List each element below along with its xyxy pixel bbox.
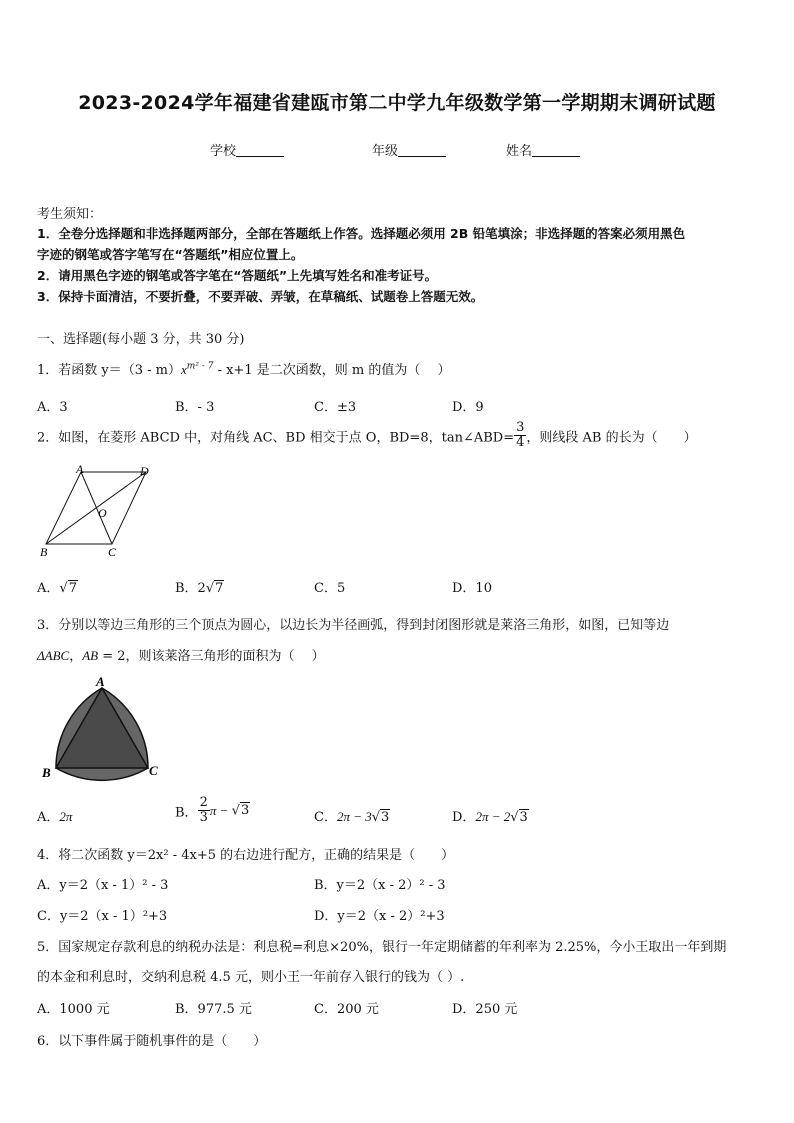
q1-option-d[interactable]: D．9	[452, 400, 484, 415]
label-o: O	[98, 506, 107, 520]
q3-opt-c-radicand: 3	[381, 810, 390, 825]
grade-blank[interactable]	[398, 144, 446, 157]
grade-label: 年级	[372, 144, 399, 159]
q3-opt-b-label: B．	[175, 805, 198, 821]
q3-opt-d-radicand: 3	[519, 810, 528, 825]
question-5-line-2: 的本金和利息时，交纳利息税 4.5 元，则小王一年前存入银行的钱为（ ）.	[37, 970, 465, 985]
q3-option-c[interactable]	[314, 806, 390, 825]
question-4-stem: 4．将二次函数 y＝2x² - 4x+5 的右边进行配方，正确的结果是（ ）	[37, 848, 455, 863]
q5-option-c[interactable]: C．200 元	[314, 1002, 379, 1017]
notice-heading: 考生须知：	[37, 207, 103, 222]
label-c: C	[108, 545, 117, 559]
q5-option-a[interactable]: A．1000 元	[37, 1002, 110, 1017]
q2-option-d[interactable]: D．10	[452, 581, 492, 596]
question-6-stem: 6．以下事件属于随机事件的是（ ）	[37, 1034, 267, 1049]
q3-triangle: ΔABC	[37, 648, 70, 663]
sqrt-sign: √	[231, 803, 240, 819]
q2-opt-b-radicand: 7	[215, 581, 224, 596]
question-3-line-2	[37, 645, 325, 664]
q3-option-b[interactable]	[175, 796, 250, 826]
rhombus-figure	[36, 462, 166, 562]
q3-opt-b-tail: π −	[209, 802, 232, 818]
question-3-line-1: 3．分别以等边三角形的三个顶点为圆心，以边长为半径画弧，得到封闭图形就是莱洛三角形，如图，已知等边	[37, 618, 670, 633]
q3-opt-b-den: 3	[199, 810, 208, 826]
notice-item-3: 3．保持卡面清洁，不要折叠，不要弄破、弄皱，在草稿纸、试题卷上答题无效。	[37, 289, 484, 304]
sqrt-sign: √	[59, 581, 68, 596]
q5-option-b[interactable]: B．977.5 元	[175, 1002, 252, 1017]
school-field[interactable]	[210, 140, 284, 159]
school-blank[interactable]	[236, 144, 284, 157]
q1-exponent: m² - 7	[186, 361, 214, 372]
q1-option-b[interactable]: B．- 3	[175, 400, 215, 415]
grade-field[interactable]	[372, 140, 446, 159]
label-a: A	[76, 462, 84, 476]
label-a: A	[96, 674, 105, 689]
q1-suffix: - x+1 是二次函数，则 m 的值为（ ）	[213, 363, 451, 378]
q3-opt-d-label: D．	[452, 810, 476, 825]
reuleaux-figure	[40, 674, 170, 784]
q3-ab: AB	[82, 648, 99, 663]
question-5-line-1: 5．国家规定存款利息的纳税办法是：利息税=利息×20%，银行一年定期储蓄的年利率为 2.25%，今小王取出一年到期	[37, 940, 727, 955]
q3-opt-c-label: C．	[314, 810, 337, 825]
label-b: B	[42, 765, 51, 780]
q3-opt-c-value: 2π − 3	[336, 809, 372, 824]
sqrt-sign: √	[510, 810, 519, 825]
q3-opt-d-value: 2π − 2	[475, 809, 511, 824]
q2-opt-a-label: A．	[37, 581, 60, 596]
diagonal-bd	[46, 472, 146, 544]
notice-item-1-line-2: 字迹的钢笔或答字笔写在“答题纸”相应位置上。	[37, 247, 304, 262]
name-blank[interactable]	[532, 144, 580, 157]
notice-item-1-line-1: 1．全卷分选择题和非选择题两部分，全部在答题纸上作答。选择题必须用 2B 铅笔填涂；非选择题的答案必须用黑色	[37, 226, 686, 241]
q3-option-d[interactable]	[452, 806, 529, 825]
q4-option-d[interactable]: D．y＝2（x - 2）²+3	[314, 909, 445, 924]
q4-option-a[interactable]: A．y＝2（x - 1）² - 3	[37, 878, 169, 893]
q3-option-a[interactable]	[37, 806, 72, 825]
label-d: D	[140, 464, 149, 478]
q2-fraction	[514, 421, 526, 451]
school-label: 学校	[210, 144, 237, 159]
q1-option-a[interactable]: A．3	[37, 400, 68, 415]
q2-opt-a-radicand: 7	[68, 581, 77, 596]
section-heading: 一、选择题(每小题 3 分，共 30 分)	[37, 332, 245, 347]
notice-item-2: 2．请用黑色字迹的钢笔或答字笔在“答题纸”上先填写姓名和准考证号。	[37, 268, 438, 283]
name-field[interactable]	[506, 140, 580, 159]
exam-title: 2023-2024学年福建省建瓯市第二中学九年级数学第一学期期末调研试题	[78, 92, 716, 114]
q2-option-c[interactable]: C．5	[314, 581, 346, 596]
name-label: 姓名	[506, 144, 533, 159]
q2-option-a[interactable]	[37, 577, 78, 596]
q3-opt-a-label: A．	[37, 810, 60, 825]
sqrt-sign: √	[205, 581, 215, 596]
question-1-stem	[37, 359, 450, 378]
q5-option-d[interactable]: D．250 元	[452, 1002, 518, 1017]
q3-sep: ，	[69, 649, 83, 664]
q2-frac-num: 3	[516, 420, 525, 435]
q4-option-c[interactable]: C．y＝2（x - 1）²+3	[37, 909, 168, 924]
q2-suffix: ，则线段 AB 的长为（ ）	[526, 430, 697, 446]
q2-prefix: 2．如图，在菱形 ABCD 中，对角线 AC、BD 相交于点 O，BD=8，tan∠ABD=	[37, 430, 515, 446]
q2-frac-den: 4	[516, 435, 525, 451]
question-2-stem	[37, 421, 697, 451]
q3-opt-b-fraction	[198, 796, 210, 826]
q1-prefix: 1．若函数 y＝（3 - m）	[37, 363, 182, 378]
q1-option-c[interactable]: C．±3	[314, 400, 357, 415]
sqrt-sign: √	[371, 810, 381, 825]
q1-base: x	[181, 362, 187, 377]
q3-opt-b-num: 2	[199, 795, 208, 810]
q3-rest: = 2，则该莱洛三角形的面积为（ ）	[98, 649, 325, 664]
label-b: B	[40, 545, 48, 559]
q4-option-b[interactable]: B．y＝2（x - 2）² - 3	[314, 878, 446, 893]
q2-option-b[interactable]	[175, 577, 224, 596]
label-c: C	[149, 763, 158, 778]
q3-opt-b-radicand: 3	[240, 803, 250, 819]
q2-opt-b-label: B．2	[175, 581, 206, 596]
q3-opt-a-value: 2π	[59, 809, 73, 824]
